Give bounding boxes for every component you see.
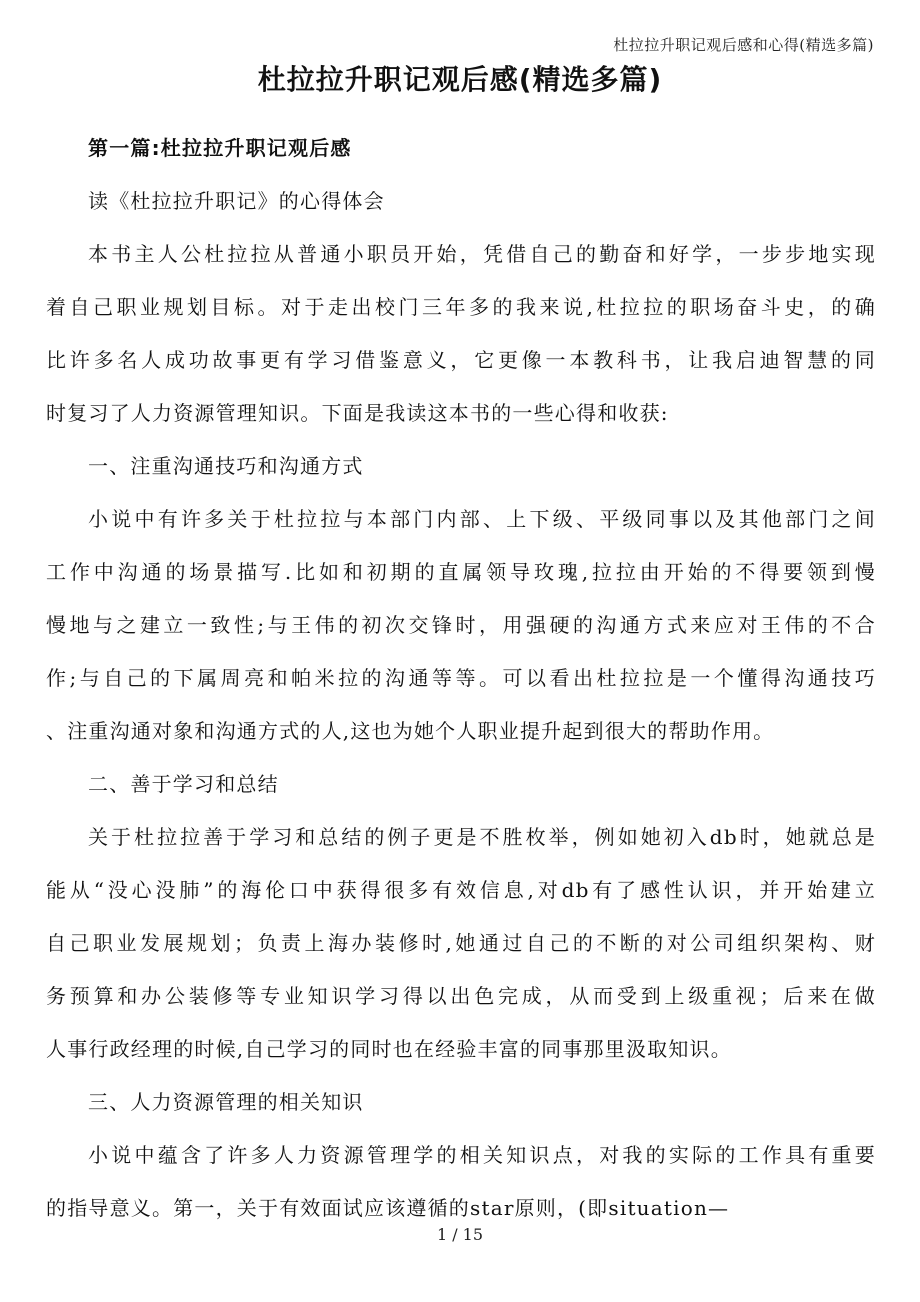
paragraph-line: 小说中有许多关于杜拉拉与本部门内部、上下级、平级同事以及其他部门之间 [88, 507, 876, 531]
paragraph-line: 慢地与之建立一致性;与王伟的初次交锋时，用强硬的沟通方式来应对王伟的不合 [46, 613, 876, 637]
paragraph-line: 工作中沟通的场景描写.比如和初期的直属领导玫瑰,拉拉由开始的不得要领到慢 [46, 560, 876, 584]
paragraph-line: 时复习了人力资源管理知识。下面是我读这本书的一些心得和收获: [46, 401, 669, 425]
section-heading: 第一篇:杜拉拉升职记观后感 [88, 136, 352, 160]
paragraph-line: 务预算和办公装修等专业知识学习得以出色完成，从而受到上级重视；后来在做 [46, 984, 876, 1008]
paragraph-line: 小说中蕴含了许多人力资源管理学的相关知识点，对我的实际的工作具有重要 [88, 1143, 876, 1167]
subheading-line: 三、人力资源管理的相关知识 [88, 1090, 364, 1114]
running-header: 杜拉拉升职记观后感和心得(精选多篇) [613, 36, 874, 54]
paragraph-line: 着自己职业规划目标。对于走出校门三年多的我来说,杜拉拉的职场奋斗史，的确 [46, 295, 876, 319]
paragraph-line: 能从“没心没肺”的海伦口中获得很多有效信息,对db有了感性认识，并开始建立 [46, 878, 876, 902]
paragraph-line: 关于杜拉拉善于学习和总结的例子更是不胜枚举，例如她初入db时，她就总是 [88, 825, 876, 849]
paragraph-line: 比许多名人成功故事更有学习借鉴意义，它更像一本教科书，让我启迪智慧的同 [46, 348, 876, 372]
page-number: 1 / 15 [436, 1225, 484, 1244]
paragraph-line: 的指导意义。第一，关于有效面试应该遵循的star原则，(即situation— [46, 1196, 730, 1220]
paragraph-line: 人事行政经理的时候,自己学习的同时也在经验丰富的同事那里汲取知识。 [46, 1037, 732, 1061]
document-title: 杜拉拉升职记观后感(精选多篇) [257, 63, 663, 96]
paragraph-line: 读《杜拉拉升职记》的心得体会 [88, 189, 385, 213]
paragraph-line: 自己职业发展规划；负责上海办装修时,她通过自己的不断的对公司组织架构、财 [46, 931, 876, 955]
paragraph-line: 作;与自己的下属周亮和帕米拉的沟通等等。可以看出杜拉拉是一个懂得沟通技巧 [46, 666, 876, 690]
paragraph-line: 本书主人公杜拉拉从普通小职员开始，凭借自己的勤奋和好学，一步步地实现 [88, 242, 876, 266]
subheading-line: 一、注重沟通技巧和沟通方式 [88, 454, 364, 478]
paragraph-line: 、注重沟通对象和沟通方式的人,这也为她个人职业提升起到很大的帮助作用。 [46, 719, 775, 743]
document-body [46, 122, 876, 1235]
subheading-line: 二、善于学习和总结 [88, 772, 279, 796]
